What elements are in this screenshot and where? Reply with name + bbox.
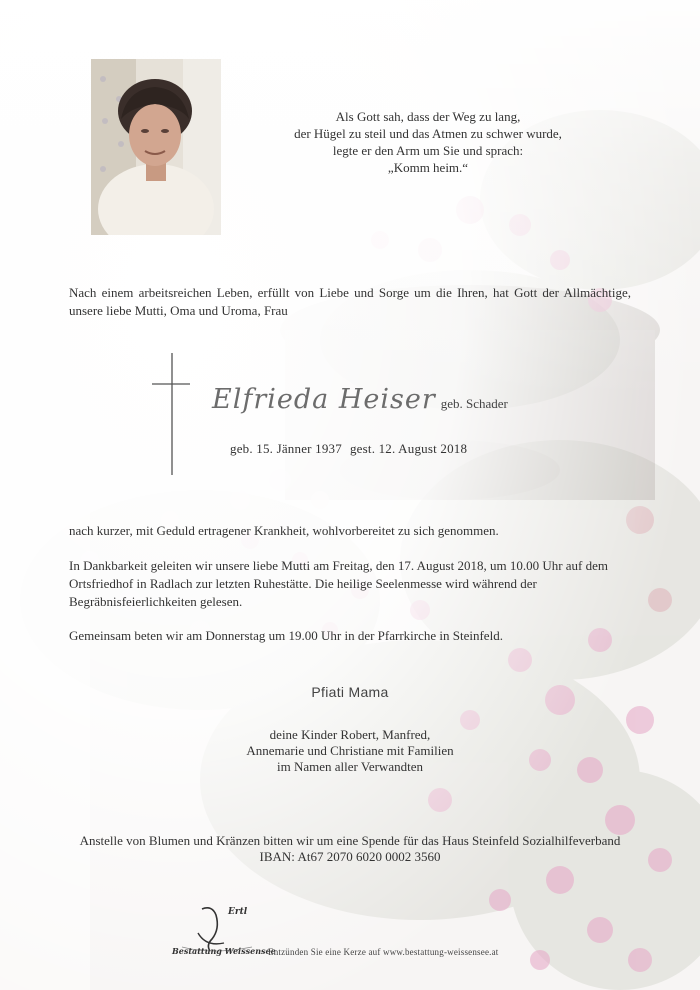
paragraph-funeral: In Dankbarkeit geleiten wir unsere liebe Mutti am Freitag, den 17. August 2018, um 10.00 Uhr auf dem Ortsfriedhof in Radlach zur letzten Ruhestätte. Die heilige Seelenmesse wird während der Begräbnisfeierlichkeiten gelesen. (69, 558, 609, 609)
signer-line: Annemarie und Christiane mit Familien (246, 743, 454, 758)
donation-text: Anstelle von Blumen und Kränzen bitten wir um eine Spende für das Haus Steinfeld Sozialhilfeverband (79, 833, 621, 848)
intro-text: Nach einem arbeitsreichen Leben, erfüllt von Liebe und Sorge um die Ihren, hat Gott der Allmächtige, unsere liebe Mutti, Oma und Uroma, Frau (69, 285, 631, 318)
bestattung-logo-icon[interactable] (172, 903, 276, 961)
paragraph-passing: nach kurzer, mit Geduld ertragener Krankheit, wohlvorbereitet zu sich genommen. (69, 523, 499, 538)
quote-line: legte er den Arm um Sie und sprach: (332, 143, 524, 158)
cross-icon (150, 353, 192, 475)
quote-line: „Komm heim.“ (387, 160, 469, 175)
donation-iban: IBAN: At67 2070 6020 0002 3560 (259, 849, 441, 864)
deceased-name-line (212, 384, 508, 415)
logo-text-top: Ertl (228, 907, 248, 917)
donation-note (0, 833, 700, 865)
quote-line: Als Gott sah, dass der Weg zu lang, (335, 109, 521, 124)
life-dates (230, 441, 467, 457)
maiden-name: geb. Schader (440, 396, 508, 411)
farewell-heading: Pfiati Mama (311, 684, 389, 700)
signer-line: im Namen aller Verwandten (277, 759, 423, 774)
poem-quote (230, 108, 626, 176)
quote-line: der Hügel zu steil und das Atmen zu schwer wurde, (294, 126, 562, 141)
footer (172, 903, 552, 963)
signers-block (0, 727, 700, 775)
birth-date: geb. 15. Jänner 1937 (230, 441, 342, 456)
deceased-name: Elfrieda Heiser (212, 384, 436, 415)
death-date: gest. 12. August 2018 (349, 441, 468, 456)
candle-link[interactable]: Entzünden Sie eine Kerze auf www.bestattung-weissensee.at (268, 947, 499, 957)
signer-line: deine Kinder Robert, Manfred, (269, 727, 431, 742)
portrait-photo (91, 59, 221, 235)
logo-text-bottom: Bestattung Weissensee (172, 946, 276, 956)
paragraph-prayer: Gemeinsam beten wir am Donnerstag um 19.00 Uhr in der Pfarrkirche in Steinfeld. (69, 628, 503, 643)
